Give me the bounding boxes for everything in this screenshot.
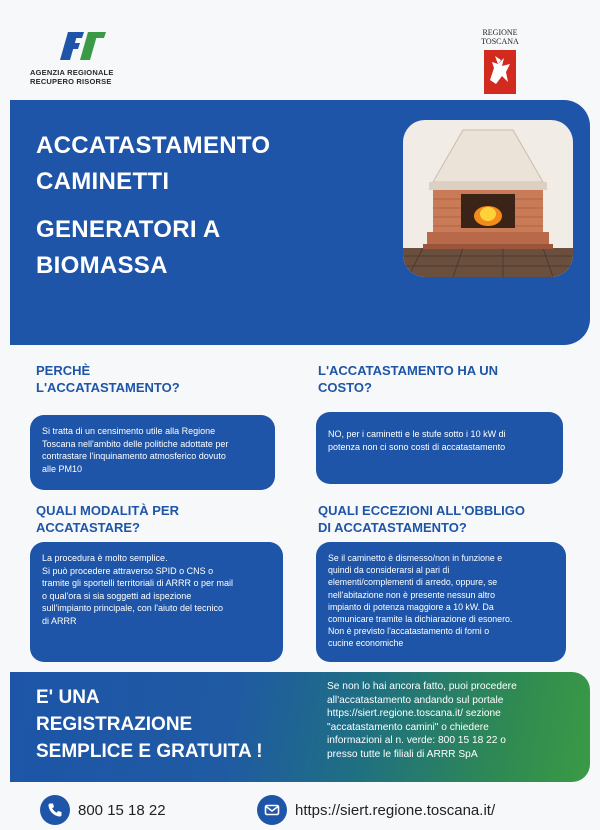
cost-box [316,412,563,484]
banner-title-line3: SEMPLICE E GRATUITA ! [36,741,263,762]
banner-text-line: all'accatastamento andando sul portale [327,694,504,706]
exceptions-text-line: Non è previsto l'accatastamento di forni o [328,626,490,637]
website-link[interactable]: https://siert.regione.toscana.it/ [295,801,496,819]
why-heading [36,362,180,396]
exceptions-text-line: impianto di potenza maggiore a 10 kW. Da [328,601,494,612]
banner-title-line1: E' UNA [36,687,100,708]
how-box [30,542,283,662]
hero-title-line3: GENERATORI A [36,216,221,243]
banner-text-line: https://siert.regione.toscana.it/ sezione [327,708,501,719]
banner-text-line: "accatastamento camini" o chiedere [327,721,489,733]
exceptions-text-line: quindi da considerarsi al pari di [328,565,450,576]
how-text-line: La procedura è molto semplice. [42,553,168,563]
exceptions-text-line: nell'abitazione non è presente nessun altro [328,589,495,600]
banner-text-line: presso tutte le filiali di ARRR SpA [327,748,478,760]
hero-title-line1: ACCATASTAMENTO [36,132,271,159]
phone-icon [40,795,70,825]
why-box [30,415,275,490]
banner-title [36,684,263,765]
arrr-logo-line1: AGENZIA REGIONALE [30,68,114,77]
rt-logo-line2: TOSCANA [481,37,519,46]
why-heading-line1: PERCHÈ [36,363,91,378]
how-text-line: o qual'ora si sia soggetti ad ispezione [42,590,192,601]
arrr-logo [30,28,150,86]
why-heading-line2: L'ACCATASTAMENTO? [36,380,180,395]
how-heading-line2: ACCATASTARE? [36,520,140,535]
regione-toscana-logo [470,28,530,94]
how-heading-line1: QUALI MODALITÀ PER [36,503,179,518]
how-text-line: tramite gli sportelli territoriali di ARRR o per mail [42,578,234,588]
banner-title-line2: REGISTRAZIONE [36,714,193,735]
banner-info-text [327,680,582,761]
fireplace-image [403,120,573,277]
arrr-logo-line2: RECUPERO RISORSE [30,77,112,86]
hero-title [36,128,270,284]
how-text-line: Si può procedere attraverso SPID o CNS o [42,565,214,576]
mail-icon [257,795,287,825]
phone-number[interactable]: 800 15 18 22 [78,801,166,819]
cost-text-line: NO, per i caminetti e le stufe sotto i 10 kW di [328,429,506,439]
arrr-logo-mark-icon [54,28,112,62]
website-contact[interactable] [257,795,495,825]
why-text-line: Si tratta di un censimento utile alla Regione [42,426,216,436]
why-text-line: alle PM10 [42,463,83,474]
exceptions-heading-line1: QUALI ECCEZIONI ALL'OBBLIGO [318,503,525,518]
how-text-line: di ARRR [42,615,77,626]
cost-heading-line2: COSTO? [318,380,372,395]
pegasus-shield-icon [484,50,516,94]
exceptions-text-line: elementi/complementi di arredo, oppure, se [328,577,498,588]
cost-text-line: potenza non ci sono costi di accatastamento [328,441,506,452]
how-text-line: sull'impianto principale, con l'aiuto del tecnico [42,603,224,613]
hero-title-line2: CAMINETTI [36,168,170,195]
exceptions-text-line: comunicare tramite la dichiarazione di esonero. [328,614,513,625]
banner-text-line: informazioni al n. verde: 800 15 18 22 o [327,735,506,746]
banner-text-line: Se non lo hai ancora fatto, puoi procedere [327,681,517,692]
phone-contact[interactable] [40,795,166,825]
fireplace-illustration [403,120,573,277]
rt-logo-line1: REGIONE [482,28,518,37]
cost-heading [318,362,498,396]
exceptions-heading [318,502,525,536]
exceptions-text-line: Se il caminetto è dismesso/non in funzione e [328,553,503,563]
exceptions-heading-line2: DI ACCATASTAMENTO? [318,520,467,535]
why-text-line: Toscana nell'ambito delle politiche adottate per [42,438,229,449]
how-heading [36,502,179,536]
exceptions-box [316,542,566,662]
why-text-line: contrastare l'inquinamento atmosferico dovuto [42,451,226,461]
hero-title-line4: BIOMASSA [36,252,168,279]
cost-heading-line1: L'ACCATASTAMENTO HA UN [318,363,499,378]
exceptions-text-line: cucine economiche [328,638,404,649]
